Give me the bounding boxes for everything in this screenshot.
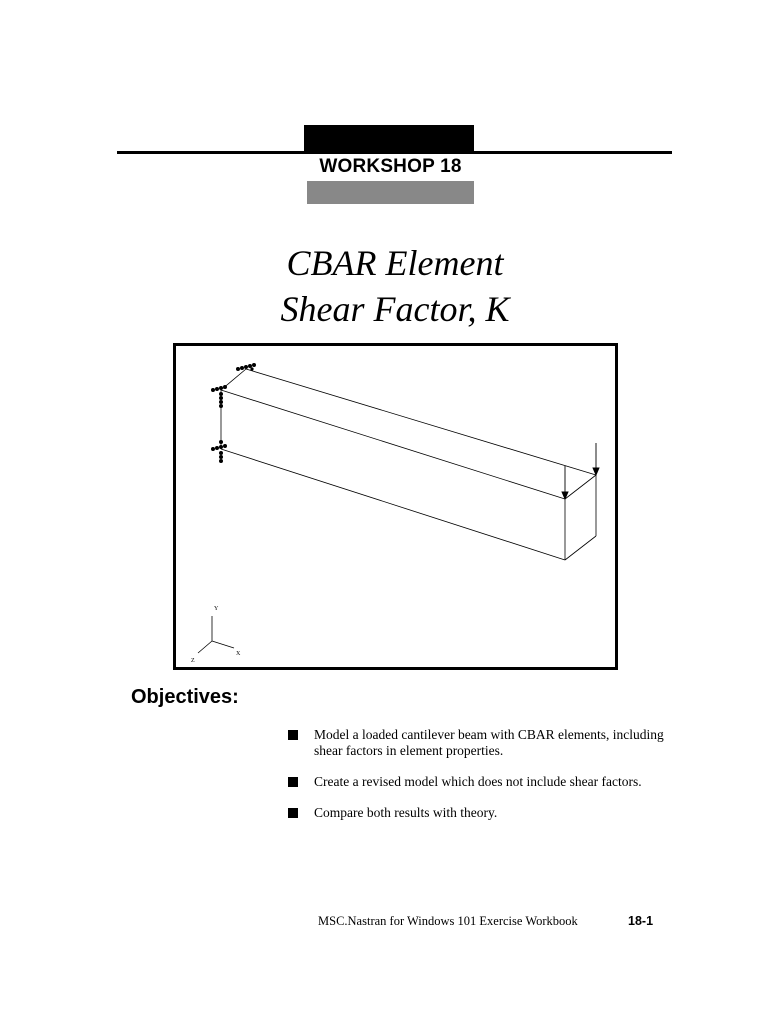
triad-x-axis [212, 641, 234, 648]
objective-text: Model a loaded cantilever beam with CBAR elements, including shear factors in element properties. [314, 727, 664, 758]
square-bullet-icon [288, 777, 298, 787]
beam-edge-top-back [246, 369, 596, 475]
triad-x-label: X [236, 651, 241, 657]
constraint-symbols [211, 363, 256, 463]
list-item [288, 774, 668, 790]
footer-book-title: MSC.Nastran for Windows 101 Exercise Workbook [318, 914, 578, 928]
footer-page-number: 18-1 [628, 914, 654, 928]
square-bullet-icon [288, 808, 298, 818]
triad-z-label: Z [191, 658, 195, 664]
square-bullet-icon [288, 730, 298, 740]
title-line-2: Shear Factor, K [280, 289, 510, 329]
list-item [288, 805, 668, 821]
list-item [288, 727, 668, 759]
header-tab-bottom [307, 181, 474, 204]
constraint-top-back [236, 363, 256, 371]
constraint-top-front [211, 385, 227, 408]
objectives-list [288, 727, 668, 836]
beam-edge-top-right [565, 475, 596, 499]
beam-edge-bottom-front [221, 449, 565, 560]
beam-drawing [176, 346, 615, 667]
workshop-label: WORKSHOP 18 [319, 156, 462, 177]
beam-box-edges [221, 369, 596, 560]
beam-edge-bottom-right [565, 536, 596, 560]
triad-y-label: Y [214, 606, 219, 612]
objective-text: Create a revised model which does not include shear factors. [314, 774, 642, 789]
triad-z-axis [198, 641, 212, 653]
load-arrows [562, 443, 599, 499]
objectives-heading: Objectives: [131, 686, 239, 708]
title-line-1: CBAR Element [286, 243, 504, 283]
objective-text: Compare both results with theory. [314, 805, 498, 820]
header-tab-top [304, 125, 474, 152]
page-title [0, 240, 768, 332]
coordinate-triad [198, 616, 234, 653]
constraint-bottom-front [211, 440, 227, 463]
beam-figure [173, 343, 618, 670]
beam-edge-top-front [221, 390, 565, 499]
